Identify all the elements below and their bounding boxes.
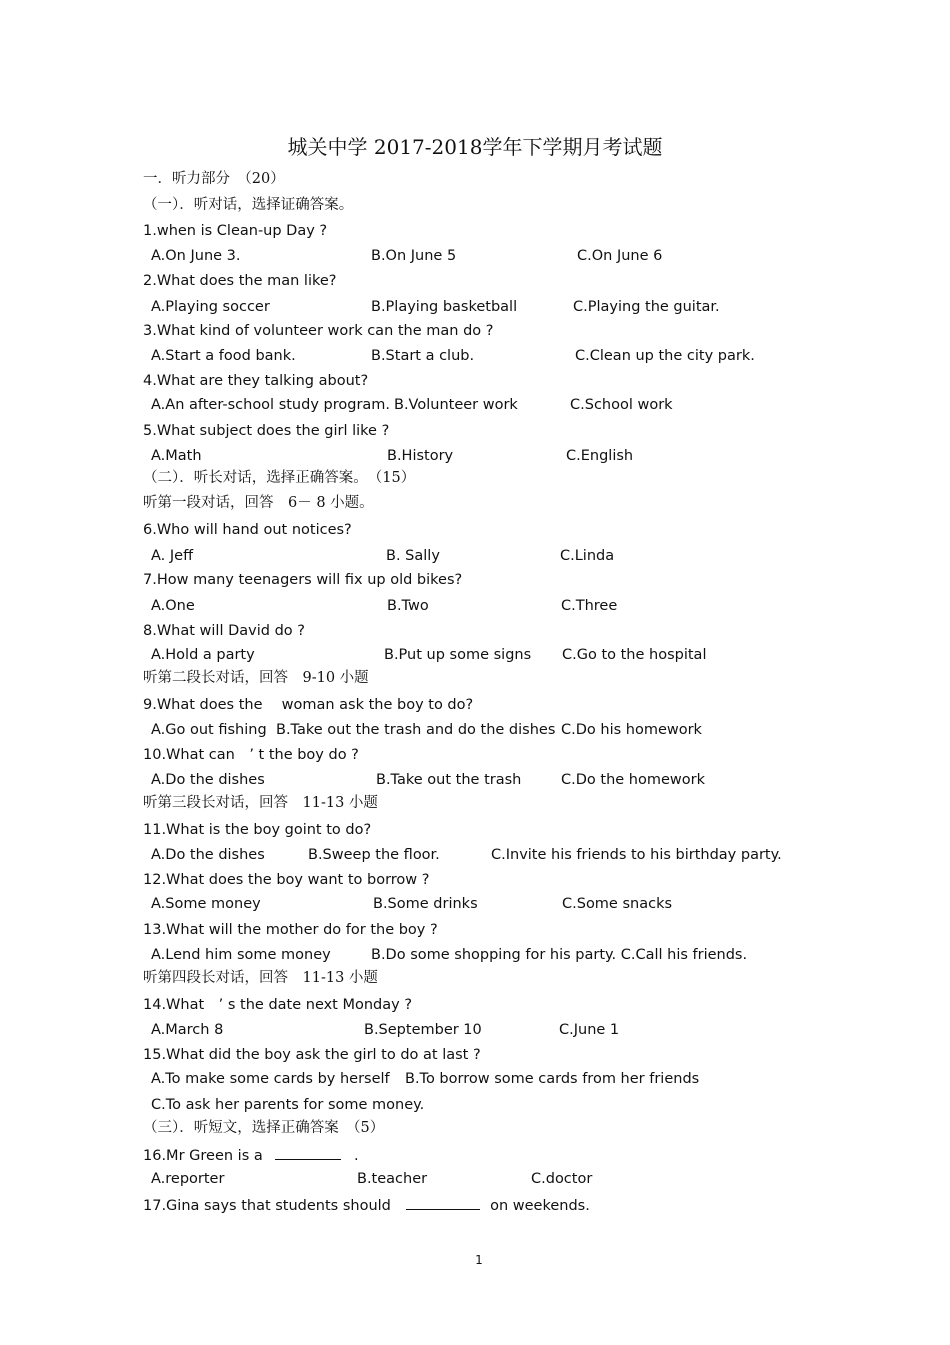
q11-option-b: B.Sweep the floor.: [308, 847, 440, 863]
q3-option-c: C.Clean up the city park.: [575, 348, 755, 364]
q1-option-b: B.On June 5: [371, 248, 457, 264]
q3-option-a: A.Start a food bank.: [151, 348, 296, 364]
q15-option-a: A.To make some cards by herself: [151, 1071, 390, 1087]
q7-option-b: B.Two: [387, 598, 429, 614]
section-part-1: （一）．听对话，选择证确答案。: [143, 197, 354, 213]
q13-option-b-c: B.Do some shopping for his party. C.Call his friends.: [371, 947, 748, 963]
q9-option-c: C.Do his homework: [561, 722, 702, 738]
q16-option-c: C.doctor: [531, 1171, 593, 1187]
q14-option-a: A.March 8: [151, 1022, 224, 1038]
q11-option-c: C.Invite his friends to his birthday party.: [491, 847, 782, 863]
q15-option-b: B.To borrow some cards from her friends: [405, 1071, 700, 1087]
q5-option-b: B.History: [387, 448, 454, 464]
question-9: 9.What does the woman ask the boy to do?: [143, 697, 474, 713]
question-17: [143, 1195, 590, 1215]
page-number: 1: [475, 1253, 483, 1267]
q6-option-a: A. Jeff: [151, 548, 194, 564]
q17-text: 17.Gina says that students should: [143, 1198, 391, 1214]
q11-option-a: A.Do the dishes: [151, 847, 265, 863]
q4-option-a: A.An after-school study program.: [151, 397, 391, 413]
q2-option-b: B.Playing basketball: [371, 299, 518, 315]
question-2: 2.What does the man like?: [143, 273, 337, 289]
q6-option-c: C.Linda: [560, 548, 615, 564]
group-4-instruction: 听第四段长对话，回答 11-13 小题: [143, 970, 378, 986]
question-14: 14.What ’ s the date next Monday ?: [143, 997, 413, 1013]
q12-option-c: C.Some snacks: [562, 896, 673, 912]
question-10: 10.What can ’ t the boy do ?: [143, 747, 359, 763]
q15-option-c: C.To ask her parents for some money.: [151, 1097, 425, 1113]
q12-option-b: B.Some drinks: [373, 896, 478, 912]
q8-option-b: B.Put up some signs: [384, 647, 532, 663]
question-4: 4.What are they talking about?: [143, 373, 369, 389]
q10-option-c: C.Do the homework: [561, 772, 705, 788]
question-15: 15.What did the boy ask the girl to do at last ?: [143, 1047, 481, 1063]
q16-answer-blank: [275, 1145, 341, 1160]
q9-option-a: A.Go out fishing: [151, 722, 267, 738]
question-8: 8.What will David do ?: [143, 623, 305, 639]
section-listening: 一．听力部分 （20）: [143, 171, 285, 187]
q14-option-c: C.June 1: [559, 1022, 620, 1038]
q5-option-c: C.English: [566, 448, 634, 464]
group-3-instruction: 听第三段长对话，回答 11-13 小题: [143, 795, 378, 811]
q8-option-a: A.Hold a party: [151, 647, 255, 663]
q1-option-a: A.On June 3.: [151, 248, 241, 264]
q2-option-a: A.Playing soccer: [151, 299, 270, 315]
q4-option-b: B.Volunteer work: [394, 397, 518, 413]
q10-option-b: B.Take out the trash: [376, 772, 522, 788]
q16-text-end: .: [353, 1148, 359, 1164]
question-12: 12.What does the boy want to borrow ?: [143, 872, 430, 888]
q9-option-b: B.Take out the trash and do the dishes: [276, 722, 556, 738]
q1-option-c: C.On June 6: [577, 248, 663, 264]
q6-option-b: B. Sally: [386, 548, 440, 564]
q17-text-end: on weekends.: [490, 1198, 590, 1214]
question-6: 6.Who will hand out notices?: [143, 522, 352, 538]
q16-text: 16.Mr Green is a: [143, 1148, 263, 1164]
q5-option-a: A.Math: [151, 448, 202, 464]
q4-option-c: C.School work: [570, 397, 673, 413]
q17-answer-blank: [406, 1195, 480, 1210]
question-3: 3.What kind of volunteer work can the man do ?: [143, 323, 494, 339]
q3-option-b: B.Start a club.: [371, 348, 475, 364]
question-11: 11.What is the boy goint to do?: [143, 822, 372, 838]
q16-option-a: A.reporter: [151, 1171, 225, 1187]
q14-option-b: B.September 10: [364, 1022, 482, 1038]
q13-option-a: A.Lend him some money: [151, 947, 331, 963]
q10-option-a: A.Do the dishes: [151, 772, 265, 788]
group-1-instruction: 听第一段对话，回答 6－ 8 小题。: [143, 495, 374, 511]
question-5: 5.What subject does the girl like ?: [143, 423, 390, 439]
question-16: [143, 1145, 359, 1165]
q7-option-c: C.Three: [561, 598, 618, 614]
question-7: 7.How many teenagers will fix up old bikes?: [143, 572, 463, 588]
section-part-3: （三）．听短文，选择正确答案 （5）: [143, 1120, 385, 1136]
group-2-instruction: 听第二段长对话，回答 9-10 小题: [143, 670, 369, 686]
q2-option-c: C.Playing the guitar.: [573, 299, 720, 315]
section-part-2: （二）．听长对话，选择正确答案。 （15）: [143, 470, 416, 486]
page-title: 城关中学 2017-2018学年下学期月考试题: [287, 135, 663, 159]
question-1: 1.when is Clean-up Day ?: [143, 223, 328, 239]
q8-option-c: C.Go to the hospital: [562, 647, 707, 663]
q12-option-a: A.Some money: [151, 896, 261, 912]
question-13: 13.What will the mother do for the boy ?: [143, 922, 438, 938]
q16-option-b: B.teacher: [357, 1171, 428, 1187]
q7-option-a: A.One: [151, 598, 195, 614]
